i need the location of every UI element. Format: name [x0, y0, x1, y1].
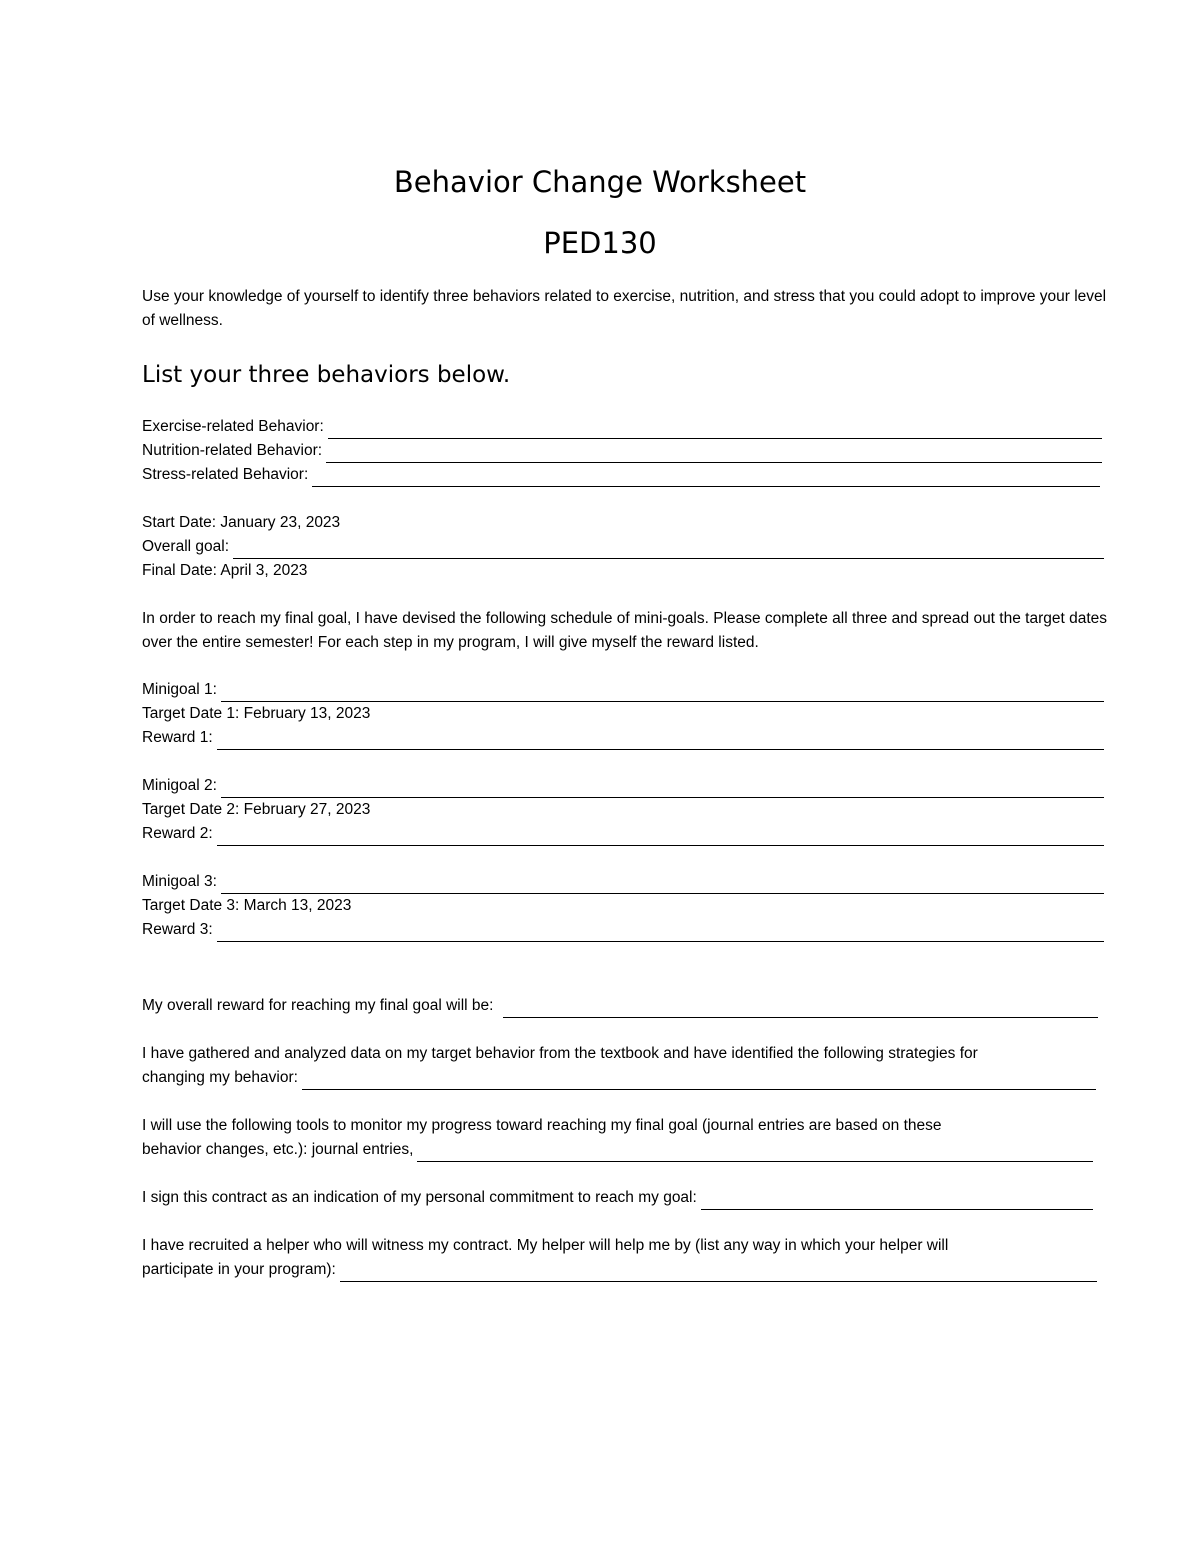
minigoal-2-field[interactable] [221, 778, 1104, 798]
reward-3-row [142, 918, 1104, 942]
contract-label: I sign this contract as an indication of my personal commitment to reach my goal: [142, 1189, 697, 1206]
minigoal-3-row [142, 870, 1104, 894]
minigoal-1-field[interactable] [221, 682, 1104, 702]
strategies-text-line1: I have gathered and analyzed data on my target behavior from the textbook and have identified the following strategies for [142, 1045, 978, 1062]
final-date: Final Date: April 3, 2023 [142, 562, 308, 579]
tools-field[interactable] [417, 1142, 1093, 1162]
tools-row [142, 1138, 1093, 1162]
helper-row [142, 1258, 1097, 1282]
reward-2-row [142, 822, 1104, 846]
course-code: PED130 [543, 226, 657, 260]
tools-text-line1: I will use the following tools to monitor my progress toward reaching my final goal (journal entries are based on these [142, 1117, 942, 1134]
page-title: Behavior Change Worksheet [393, 165, 807, 199]
target-date-3: Target Date 3: March 13, 2023 [142, 897, 352, 914]
minigoal-3-field[interactable] [221, 874, 1104, 894]
strategies-field[interactable] [302, 1070, 1096, 1090]
nutrition-behavior-row [142, 439, 1102, 463]
stress-behavior-label: Stress-related Behavior: [142, 466, 309, 483]
helper-field[interactable] [340, 1262, 1097, 1282]
contract-row [142, 1186, 1093, 1210]
minigoal-2-row [142, 774, 1104, 798]
signature-field[interactable] [701, 1190, 1093, 1210]
stress-behavior-row [142, 463, 1100, 487]
reward-1-field[interactable] [217, 730, 1104, 750]
start-date: Start Date: January 23, 2023 [142, 514, 341, 531]
reward-3-field[interactable] [217, 922, 1104, 942]
minigoal-1-label: Minigoal 1: [142, 681, 217, 698]
overall-reward-label: My overall reward for reaching my final goal will be: [142, 997, 494, 1014]
tools-label: behavior changes, etc.): journal entries, [142, 1141, 414, 1158]
target-date-1: Target Date 1: February 13, 2023 [142, 705, 371, 722]
reward-1-row [142, 726, 1104, 750]
exercise-behavior-label: Exercise-related Behavior: [142, 418, 324, 435]
reward-3-label: Reward 3: [142, 921, 213, 938]
behaviors-heading: List your three behaviors below. [142, 362, 511, 388]
minigoal-3-label: Minigoal 3: [142, 873, 217, 890]
reward-2-label: Reward 2: [142, 825, 213, 842]
overall-reward-field[interactable] [503, 998, 1098, 1018]
helper-text-line1: I have recruited a helper who will witness my contract. My helper will help me by (list any way in which your helper will [142, 1237, 949, 1254]
exercise-behavior-field[interactable] [328, 419, 1102, 439]
overall-goal-label: Overall goal: [142, 538, 230, 555]
nutrition-behavior-field[interactable] [326, 443, 1102, 463]
overall-goal-field[interactable] [233, 539, 1104, 559]
nutrition-behavior-label: Nutrition-related Behavior: [142, 442, 323, 459]
target-date-2: Target Date 2: February 27, 2023 [142, 801, 371, 818]
overall-reward-row [142, 994, 1098, 1018]
schedule-intro-text: In order to reach my final goal, I have devised the following schedule of mini-goals. Please complete all three and spread out the target dates over the entire semester! For each step in my program, I will give myself the reward listed. [142, 610, 1108, 651]
reward-2-field[interactable] [217, 826, 1104, 846]
minigoal-1-row [142, 678, 1104, 702]
stress-behavior-field[interactable] [312, 467, 1100, 487]
intro-text: Use your knowledge of yourself to identify three behaviors related to exercise, nutrition, and stress that you could adopt to improve your level of wellness. [142, 288, 1107, 329]
reward-1-label: Reward 1: [142, 729, 213, 746]
exercise-behavior-row [142, 415, 1102, 439]
overall-goal-row [142, 535, 1104, 559]
strategies-label: changing my behavior: [142, 1069, 298, 1086]
minigoal-2-label: Minigoal 2: [142, 777, 217, 794]
helper-label: participate in your program): [142, 1261, 336, 1278]
strategies-row [142, 1066, 1096, 1090]
